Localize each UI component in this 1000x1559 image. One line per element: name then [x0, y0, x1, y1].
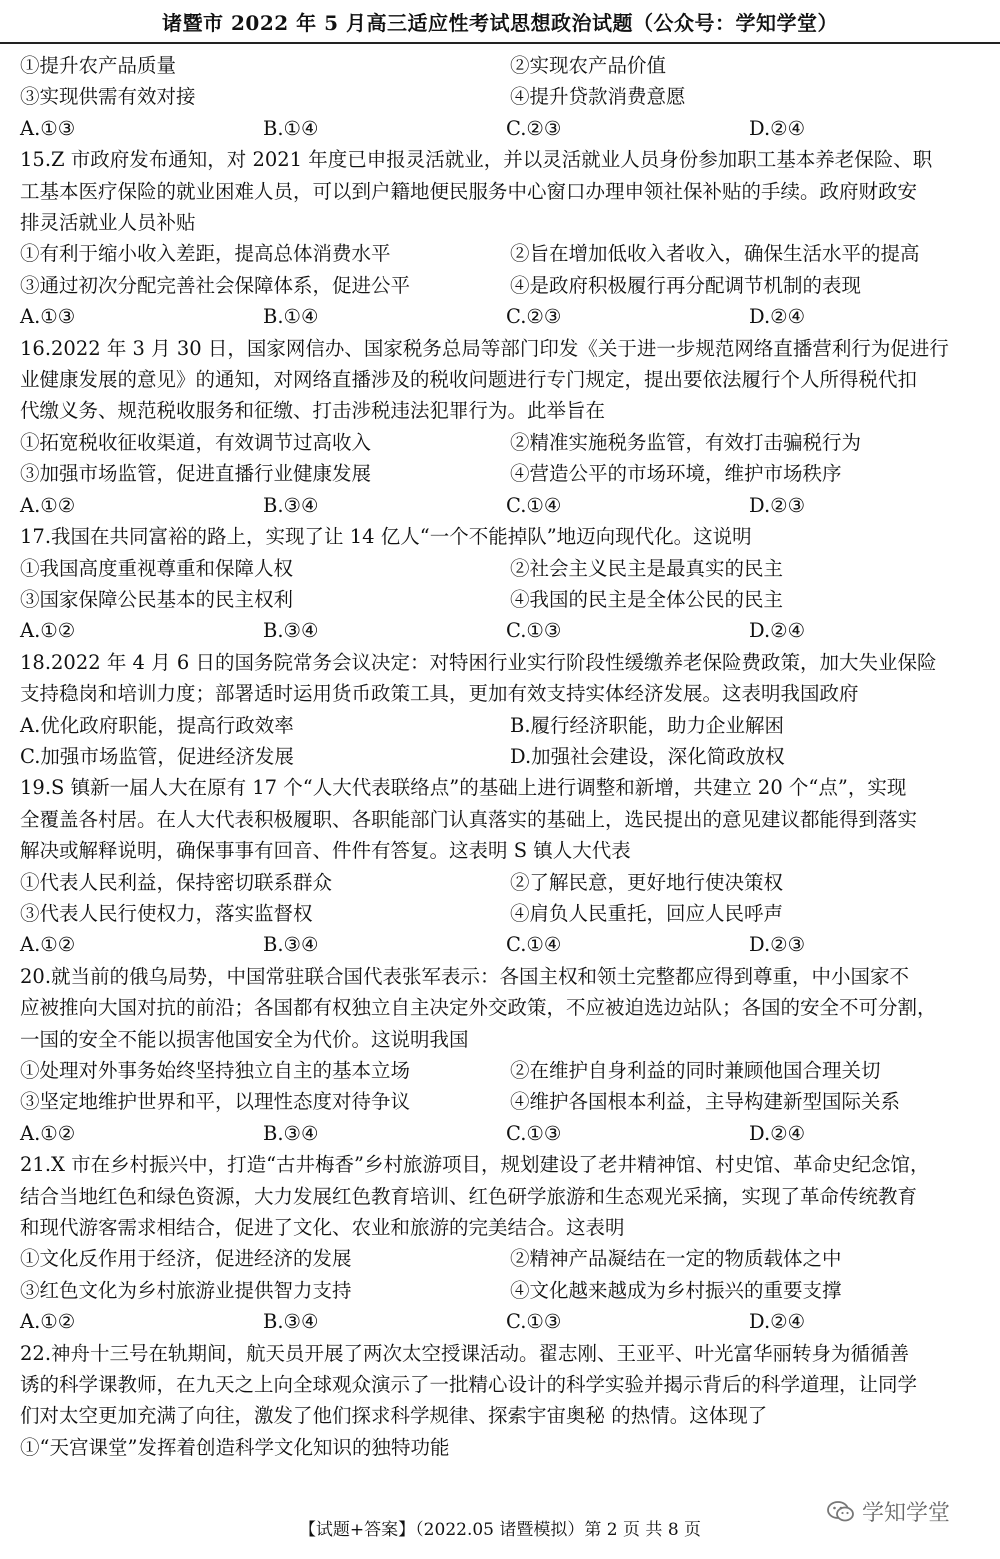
option-4: ④文化越来越成为乡村振兴的重要支撑 [510, 1278, 842, 1302]
option-1: ①我国高度重视尊重和保障人权 [20, 556, 294, 580]
choice-d: D.加强社会建设，深化简政放权 [510, 744, 785, 768]
choice-c: C.①④ [506, 933, 562, 957]
question-stem-line: 17.我国在共同富裕的路上，实现了让 14 亿人“一个不能掉队”地迈向现代化。这说明 [20, 525, 752, 549]
option-2: ②精准实施税务监管，有效打击骗税行为 [510, 430, 862, 454]
choice-d: D.②④ [749, 1121, 806, 1145]
option-2: ②在维护自身利益的同时兼顾他国合理关切 [510, 1059, 881, 1082]
question-stem-line: 16.2022 年 3 月 30 日，国家网信办、国家税务总局等部门印发《关于进一步规范网络直播营利行为促进行 [20, 336, 949, 360]
options-row [20, 1086, 980, 1117]
option-3: ③加强市场监管，促进直播行业健康发展 [20, 462, 372, 486]
question-stem-line: 结合当地红色和绿色资源，大力发展红色教育培训、红色研学旅游和生态观光采摘，实现了革命传统教育 [20, 1184, 918, 1208]
choice-b: B.③④ [263, 1310, 319, 1334]
question-16 [20, 333, 980, 521]
option-4: ④是政府积极履行再分配调节机制的表现 [510, 273, 862, 297]
choice-b: B.③④ [263, 493, 319, 517]
question-18 [20, 647, 980, 773]
options-row [20, 427, 980, 458]
question-stem-line: 排灵活就业人员补贴 [20, 211, 196, 235]
option-2: ②实现农产品价值 [510, 54, 667, 77]
options-row [20, 584, 980, 615]
choice-c: C.②③ [506, 116, 562, 140]
question-stem-line: 代缴义务、规范税收服务和征缴、打击涉税违法犯罪行为。此举旨在 [20, 399, 606, 423]
choices-row [20, 1118, 980, 1149]
question-stem-line: 18.2022 年 4 月 6 日的国务院常务会议决定：对特困行业实行阶段性缓缴养老保险费政策，加大失业保险 [20, 650, 937, 674]
choice-c: C.①③ [506, 1121, 562, 1145]
option-2: ②了解民意，更好地行使决策权 [510, 870, 784, 894]
question-stem-line: 业健康发展的意见》的通知，对网络直播涉及的税收问题进行专门规定，提出要依法履行个人所得税代扣 [20, 368, 918, 392]
question-stem-line: 和现代游客需求相结合，促进了文化、农业和旅游的完美结合。这表明 [20, 1216, 625, 1240]
options-row [20, 1275, 980, 1306]
options-row [20, 81, 980, 112]
options-row [20, 741, 980, 772]
question-stem-line: 15.Z 市政府发布通知，对 2021 年度已申报灵活就业，并以灵活就业人员身份参加职工基本养老保险、职 [20, 148, 933, 172]
option-1: ①文化反作用于经济，促进经济的发展 [20, 1247, 352, 1271]
question-17 [20, 521, 980, 647]
option-2: ②社会主义民主是最真实的民主 [510, 556, 784, 580]
choice-c: C.加强市场监管，促进经济发展 [20, 744, 294, 768]
options-row [20, 1055, 980, 1086]
option-1: ①提升农产品质量 [20, 54, 177, 77]
question-stem-line: 工基本医疗保险的就业困难人员，可以到户籍地便民服务中心窗口办理申领社保补贴的手续。政府财政安 [20, 179, 918, 203]
page-header: 诸暨市 2022 年 5 月高三适应性考试思想政治试题（公众号：学知学堂） [0, 0, 1000, 44]
options-row [20, 867, 980, 898]
choice-a: A.①② [20, 619, 76, 643]
choice-c: C.①③ [506, 1310, 562, 1334]
options-row [20, 898, 980, 929]
choice-a: A.优化政府职能，提高行政效率 [20, 713, 294, 737]
choice-c: C.②③ [506, 305, 562, 329]
question-stem-line: 22.神舟十三号在轨期间，航天员开展了两次太空授课活动。翟志刚、王亚平、叶光富华丽转身为循循善 [20, 1341, 910, 1365]
choice-a: A.①② [20, 1310, 76, 1334]
option-3: ③通过初次分配完善社会保障体系，促进公平 [20, 273, 411, 297]
option-1: ①拓宽税收征收渠道，有效调节过高收入 [20, 430, 372, 454]
option-3: ③代表人民行使权力，落实监督权 [20, 901, 313, 925]
choice-b: B.③④ [263, 933, 319, 957]
option-4: ④营造公平的市场环境，维护市场秩序 [510, 462, 842, 486]
question-19 [20, 772, 980, 960]
options-row [20, 458, 980, 489]
choice-c: C.①③ [506, 619, 562, 643]
option-1: ①代表人民利益，保持密切联系群众 [20, 870, 333, 894]
question-20 [20, 961, 980, 1149]
option-2: ②精神产品凝结在一定的物质载体之中 [510, 1247, 842, 1271]
exam-content [0, 44, 1000, 1463]
option-4: ④我国的民主是全体公民的民主 [510, 587, 784, 611]
option-4: ④提升贷款消费意愿 [510, 85, 686, 109]
option-2: ②旨在增加低收入者收入，确保生活水平的提高 [510, 242, 920, 266]
option-3: ③实现供需有效对接 [20, 85, 196, 109]
choices-row [20, 301, 980, 332]
option-3: ③国家保障公民基本的民主权利 [20, 587, 294, 611]
page-footer: 【试题+答案】（2022.05 诸暨模拟）第 2 页 共 8 页 [298, 1520, 702, 1540]
choice-b: B.③④ [263, 619, 319, 643]
choices-row [20, 1306, 980, 1337]
question-stem-line: 20.就当前的俄乌局势，中国常驻联合国代表张军表示：各国主权和领土完整都应得到尊重，中小国家不 [20, 964, 910, 988]
question-stem-line: 们对太空更加充满了向往，激发了他们探求科学规律、探索宇宙奥秘 的热情。这体现了 [20, 1404, 768, 1428]
option-4: ④维护各国根本利益，主导构建新型国际关系 [510, 1090, 901, 1114]
options-row [20, 50, 980, 81]
question-stem-line: 诱的科学课教师，在九天之上向全球观众演示了一批精心设计的科学实验并揭示背后的科学道理，让同学 [20, 1373, 918, 1397]
option-3: ③红色文化为乡村旅游业提供智力支持 [20, 1278, 352, 1302]
choice-a: A.①② [20, 493, 76, 517]
choices-row [20, 490, 980, 521]
question-21 [20, 1149, 980, 1337]
watermark-text: 学知学堂 [862, 1501, 951, 1526]
choice-a: A.①③ [20, 116, 76, 140]
options-row [20, 238, 980, 269]
options-row [20, 553, 980, 584]
option-1: ①处理对外事务始终坚持独立自主的基本立场 [20, 1059, 411, 1082]
choice-b: B.①④ [263, 305, 319, 329]
choices-row [20, 615, 980, 646]
options-row [20, 270, 980, 301]
option-1: ①有利于缩小收入差距，提高总体消费水平 [20, 242, 391, 266]
choice-d: D.②④ [749, 116, 806, 140]
choice-d: D.②④ [749, 619, 806, 643]
choice-b: B.履行经济职能，助力企业解困 [510, 713, 785, 737]
option-1: ①“天宫课堂”发挥着创造科学文化知识的独特功能 [20, 1435, 450, 1459]
question-stem-line: 19.S 镇新一届人大在原有 17 个“人大代表联络点”的基础上进行调整和新增，共建立 20 个“点”，实现 [20, 776, 907, 800]
choice-a: A.①③ [20, 305, 76, 329]
choice-a: A.①② [20, 1121, 76, 1145]
question-stem-line: 解决或解释说明，确保事事有回音、件件有答复。这表明 S 镇人大代表 [20, 839, 631, 863]
choice-d: D.②④ [749, 1310, 806, 1334]
choice-d: D.②③ [749, 933, 806, 957]
question-14-tail [20, 50, 980, 144]
choice-c: C.①④ [506, 493, 562, 517]
option-4: ④肩负人民重托，回应人民呼声 [510, 901, 784, 925]
choice-d: D.②③ [749, 493, 806, 517]
options-row [20, 1243, 980, 1274]
question-stem-line: 一国的安全不能以损害他国安全为代价。这说明我国 [20, 1027, 469, 1051]
choices-row [20, 113, 980, 144]
choice-b: B.①④ [263, 116, 319, 140]
options-row [20, 710, 980, 741]
choice-b: B.③④ [263, 1121, 319, 1145]
question-stem-line: 全覆盖各村居。在人大代表积极履职、各职能部门认真落实的基础上，选民提出的意见建议都能得到落实 [20, 807, 918, 831]
question-stem-line: 21.X 市在乡村振兴中，打造“古井梅香”乡村旅游项目，规划建设了老井精神馆、村史馆、革命史纪念馆， [20, 1153, 930, 1177]
choice-d: D.②④ [749, 305, 806, 329]
question-stem-line: 应被推向大国对抗的前沿；各国都有权独立自主决定外交政策，不应被迫选边站队；各国的安全不可分割， [20, 996, 937, 1020]
choice-a: A.①② [20, 933, 76, 957]
question-15 [20, 144, 980, 332]
choices-row [20, 929, 980, 960]
question-stem-line: 支持稳岗和培训力度；部署适时运用货币政策工具，更加有效支持实体经济发展。这表明我国政府 [20, 682, 859, 706]
option-3: ③坚定地维护世界和平，以理性态度对待争议 [20, 1090, 411, 1114]
question-22 [20, 1338, 980, 1464]
